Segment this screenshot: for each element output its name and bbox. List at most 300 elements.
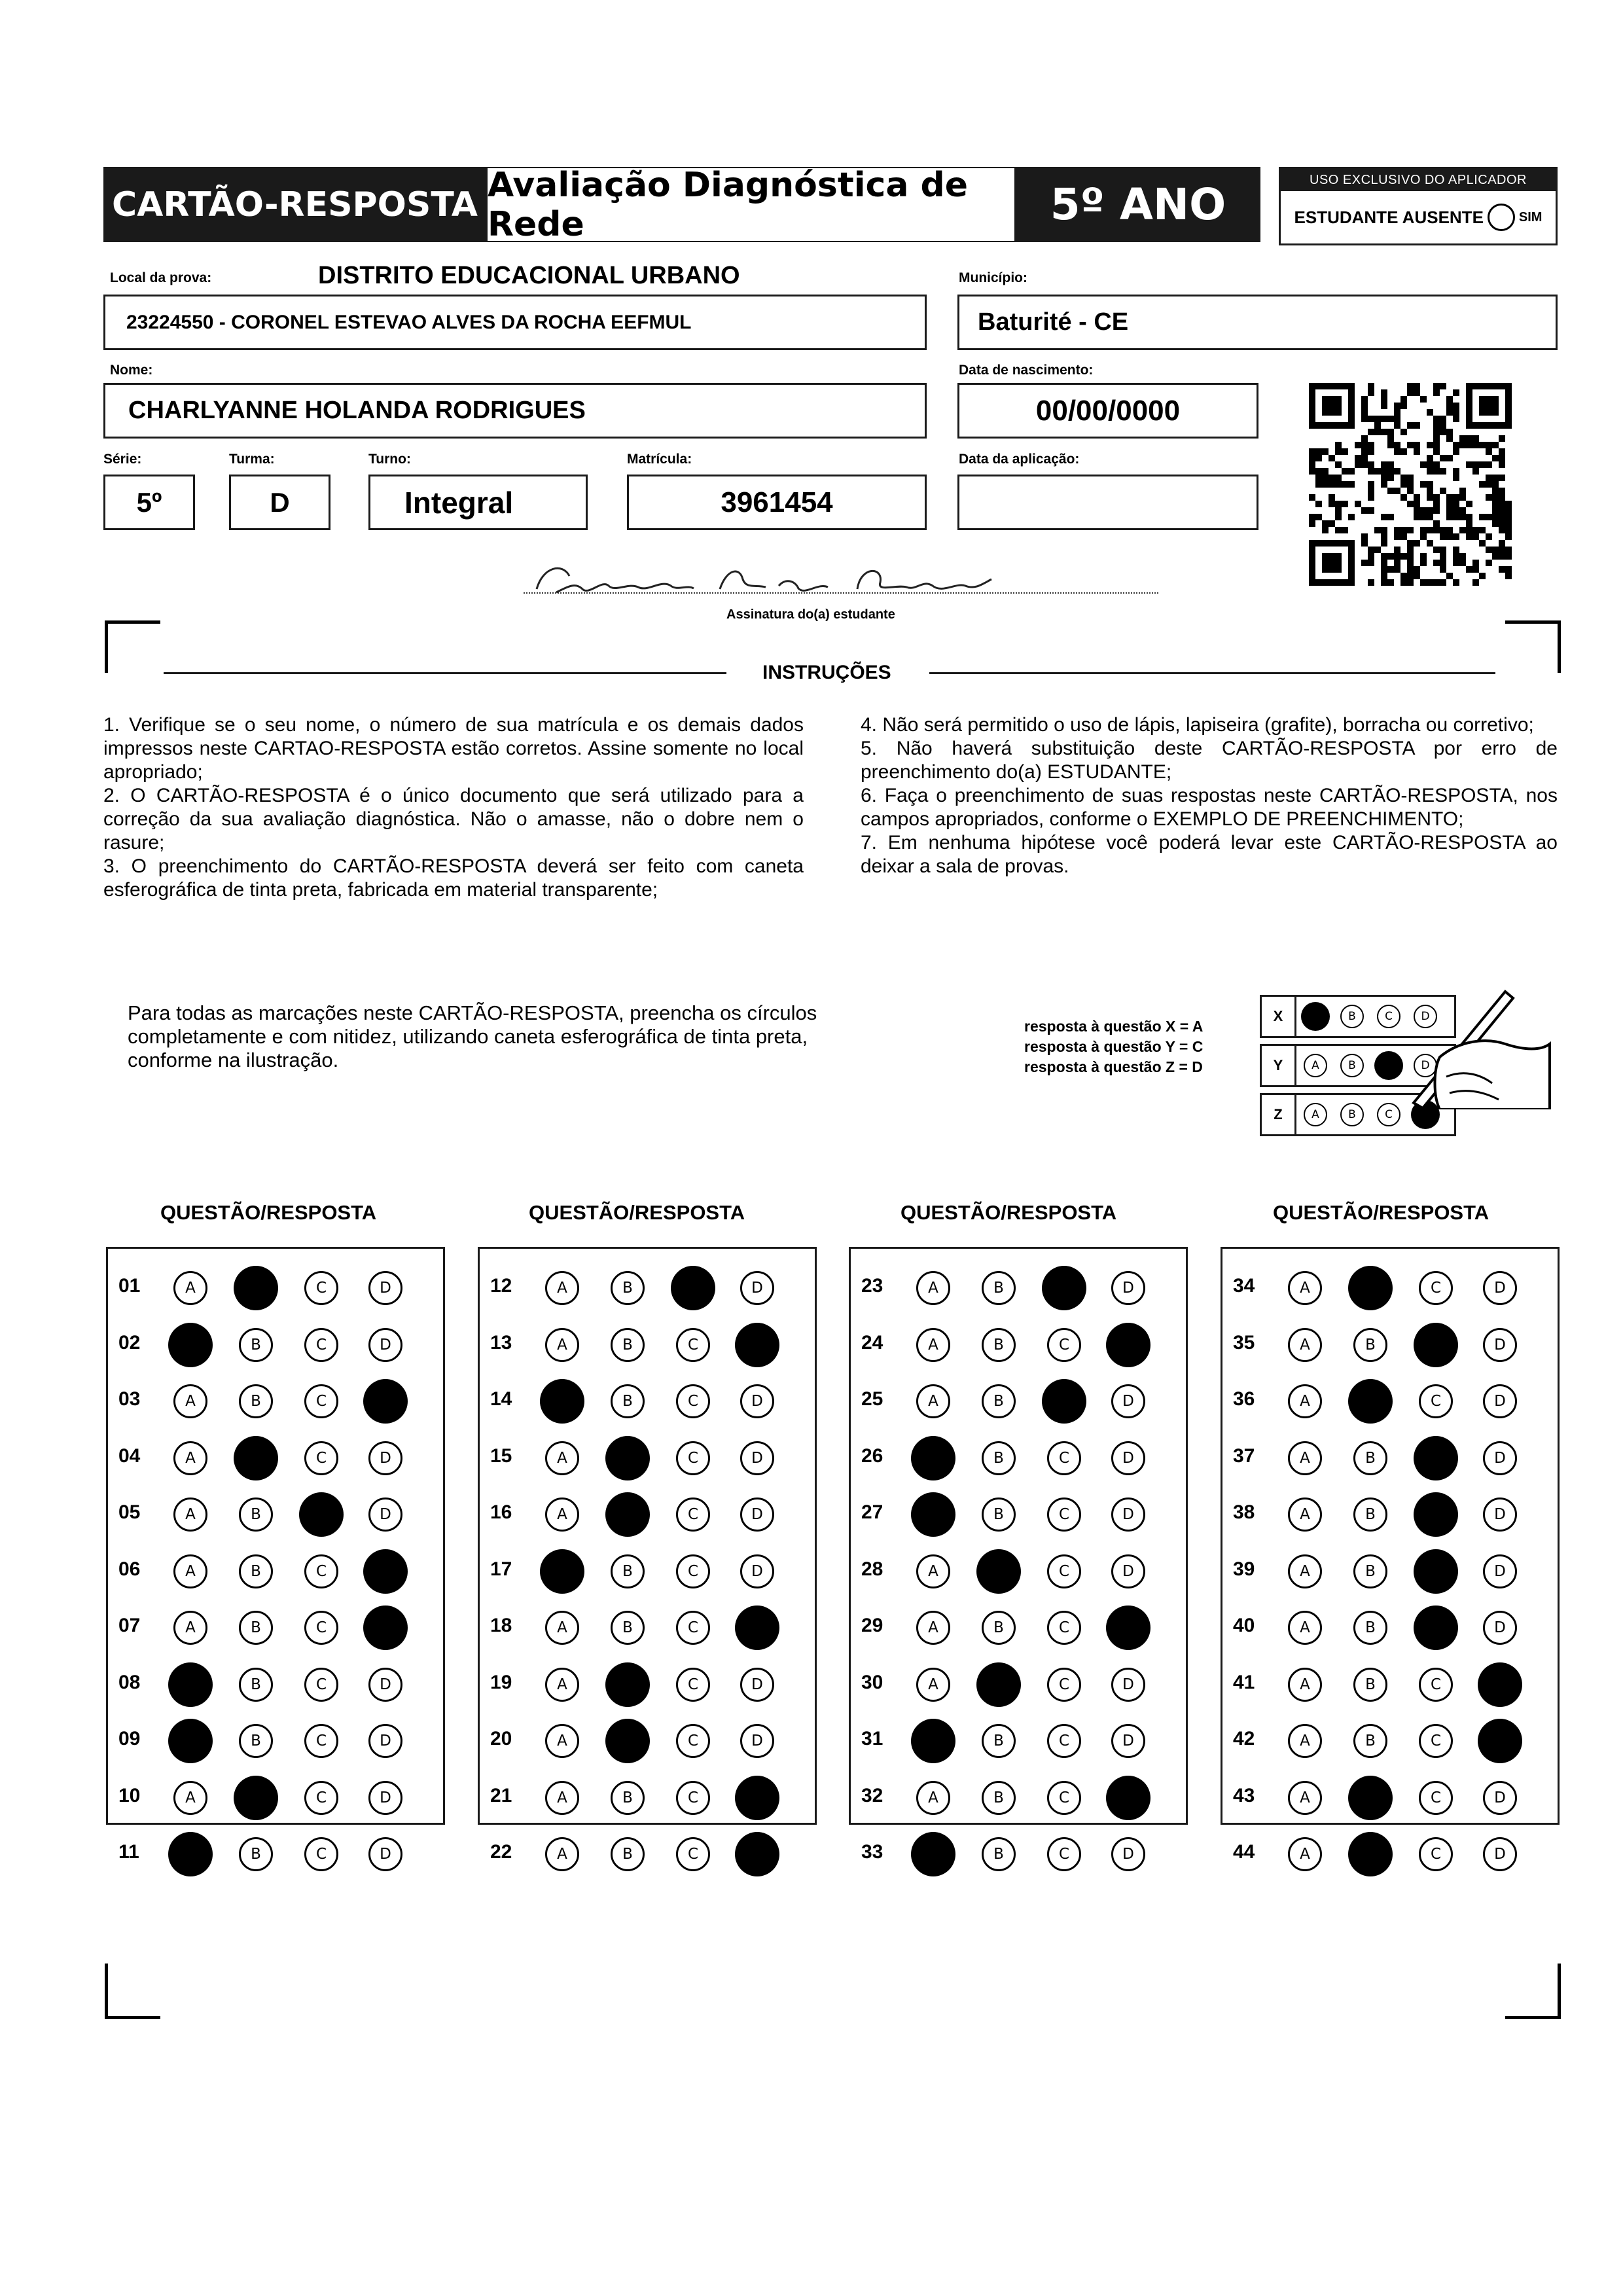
question-row-14 (480, 1376, 815, 1422)
question-row-29 (851, 1603, 1186, 1649)
answer-bubble-d[interactable]: D (368, 1498, 402, 1532)
instruction-1: 1. Verifique se o seu nome, o número de sua matrícula e os demais dados impressos neste CARTAO-RESPOSTA estão corretos. Assine somente no local apropriado; (103, 714, 804, 783)
answer-bubble-d[interactable]: D (1111, 1384, 1145, 1418)
pen-hand-icon (1400, 978, 1551, 1109)
answer-bubble-a-filled[interactable] (168, 1719, 213, 1763)
answer-bubble-d[interactable]: D (740, 1498, 774, 1532)
answer-bubble-c[interactable]: C (304, 1554, 338, 1588)
instructions-left (103, 713, 804, 902)
turno-label: Turno: (368, 452, 411, 467)
answer-bubble-a[interactable]: A (173, 1498, 207, 1532)
corner-mark-bottom-right (1505, 1964, 1561, 2019)
answer-bubble-b[interactable]: B (982, 1724, 1016, 1758)
question-number: 31 (861, 1728, 883, 1749)
answer-bubble-d[interactable]: D (1483, 1441, 1517, 1475)
question-number: 28 (861, 1558, 883, 1580)
answer-bubble-d-filled[interactable] (735, 1605, 779, 1650)
aplicacao-label: Data da aplicação: (959, 452, 1080, 467)
answer-bubble-c[interactable]: C (676, 1837, 710, 1871)
answer-bubble-a[interactable]: A (545, 1498, 579, 1532)
answer-bubble-d-filled[interactable] (363, 1379, 408, 1424)
answer-bubble-a[interactable]: A (1288, 1781, 1322, 1815)
absent-label: ESTUDANTE AUSENTE (1294, 207, 1484, 227)
instruction-7: 7. Em nenhuma hipótese você poderá levar este CARTÃO-RESPOSTA ao deixar a sala de provas. (861, 832, 1558, 877)
question-row-44 (1222, 1829, 1558, 1875)
turno-value: Integral (404, 485, 514, 520)
answer-bubble-b-filled[interactable] (1348, 1266, 1393, 1310)
answer-bubble-b[interactable]: B (239, 1724, 273, 1758)
question-row-15 (480, 1433, 815, 1479)
answer-bubble-b[interactable]: B (1353, 1611, 1387, 1645)
answer-bubble-a[interactable]: A (916, 1384, 950, 1418)
question-row-09 (108, 1716, 443, 1762)
card-label: CARTÃO-RESPOSTA (103, 167, 486, 242)
answer-bubble-d[interactable]: D (1111, 1271, 1145, 1305)
answer-bubble-d[interactable]: D (368, 1328, 402, 1362)
answer-bubble-b[interactable]: B (611, 1384, 645, 1418)
answer-bubble-c[interactable]: C (1047, 1724, 1081, 1758)
answer-bubble-b[interactable]: B (1353, 1668, 1387, 1702)
answer-bubble-c[interactable]: C (676, 1554, 710, 1588)
turma-field (229, 475, 330, 530)
answer-bubble-c[interactable]: C (1047, 1441, 1081, 1475)
answer-bubble-b[interactable]: B (239, 1554, 273, 1588)
question-row-21 (480, 1773, 815, 1819)
answer-bubble-b[interactable]: B (611, 1271, 645, 1305)
answer-bubble-c[interactable]: C (304, 1384, 338, 1418)
answer-bubble-a[interactable]: A (916, 1328, 950, 1362)
question-row-12 (480, 1263, 815, 1309)
instructions-right (861, 713, 1558, 878)
question-number: 37 (1233, 1444, 1255, 1467)
answer-column-3 (849, 1247, 1188, 1863)
answers-title-1: QUESTÃO/RESPOSTA (160, 1201, 377, 1224)
question-row-04 (108, 1433, 443, 1479)
answer-bubble-a[interactable]: A (545, 1724, 579, 1758)
answer-bubble-d-filled[interactable] (363, 1605, 408, 1650)
corner-mark-bottom-left (105, 1964, 160, 2019)
answer-bubble-d[interactable]: D (1111, 1668, 1145, 1702)
answer-bubble-d-filled[interactable] (1478, 1719, 1522, 1763)
question-number: 26 (861, 1444, 883, 1467)
answer-bubble-c[interactable]: C (1047, 1328, 1081, 1362)
answer-bubble-c[interactable]: C (676, 1724, 710, 1758)
instructions-rule-left (164, 672, 726, 674)
example-bubble-c: C (1377, 1005, 1400, 1028)
instructions-title: INSTRUÇÕES (762, 662, 891, 683)
example-bubble-d: D (1414, 1054, 1437, 1077)
question-row-40 (1222, 1603, 1558, 1649)
question-number: 11 (118, 1841, 139, 1863)
answer-bubble-b[interactable]: B (239, 1837, 273, 1871)
answer-bubble-c[interactable]: C (676, 1328, 710, 1362)
answer-bubble-c[interactable]: C (1047, 1498, 1081, 1532)
answer-bubble-d[interactable]: D (1111, 1441, 1145, 1475)
example-label-z: resposta à questão Z = D (1024, 1058, 1203, 1075)
answer-bubble-b[interactable]: B (982, 1611, 1016, 1645)
answer-bubble-b[interactable]: B (982, 1837, 1016, 1871)
answer-bubble-d[interactable]: D (368, 1668, 402, 1702)
example-bubble-d: D (1414, 1005, 1437, 1028)
municipio-label: Município: (959, 270, 1027, 285)
question-row-32 (851, 1773, 1186, 1819)
answers-title-3: QUESTÃO/RESPOSTA (901, 1201, 1117, 1224)
answer-bubble-a[interactable]: A (173, 1384, 207, 1418)
question-number: 05 (118, 1501, 141, 1523)
answer-bubble-d[interactable]: D (368, 1837, 402, 1871)
answer-bubble-a[interactable]: A (916, 1611, 950, 1645)
answer-bubble-a-filled[interactable] (911, 1832, 955, 1876)
answer-bubble-d[interactable]: D (740, 1441, 774, 1475)
answer-bubble-d[interactable]: D (1111, 1554, 1145, 1588)
answer-bubble-a-filled[interactable] (540, 1379, 584, 1424)
answer-bubble-d[interactable]: D (740, 1668, 774, 1702)
absent-checkbox[interactable] (1488, 204, 1515, 231)
question-row-42 (1222, 1716, 1558, 1762)
answer-bubble-a-filled[interactable] (168, 1832, 213, 1876)
question-number: 02 (118, 1331, 141, 1354)
question-row-10 (108, 1773, 443, 1819)
question-number: 35 (1233, 1331, 1255, 1354)
question-row-36 (1222, 1376, 1558, 1422)
question-number: 30 (861, 1671, 883, 1693)
answer-bubble-b-filled[interactable] (1348, 1379, 1393, 1424)
instruction-3: 3. O preenchimento do CARTÃO-RESPOSTA deverá ser feito com caneta esferográfica de tinta preta, fabricada em material transparente; (103, 855, 804, 901)
answer-bubble-b[interactable]: B (611, 1837, 645, 1871)
answer-bubble-d-filled[interactable] (1106, 1776, 1150, 1820)
answer-bubble-a[interactable]: A (1288, 1271, 1322, 1305)
municipio-field (957, 295, 1558, 350)
instruction-4: 4. Não será permitido o uso de lápis, lapiseira (grafite), borracha ou corretivo; (861, 714, 1534, 736)
answer-bubble-c[interactable]: C (304, 1837, 338, 1871)
question-number: 14 (490, 1388, 512, 1410)
question-number: 03 (118, 1388, 141, 1410)
answer-bubble-a[interactable]: A (1288, 1328, 1322, 1362)
example-letter: Y (1262, 1046, 1296, 1085)
answer-bubble-c[interactable]: C (1419, 1837, 1453, 1871)
answer-bubble-a[interactable]: A (916, 1271, 950, 1305)
answer-bubble-b[interactable]: B (982, 1441, 1016, 1475)
answer-bubble-b[interactable]: B (982, 1328, 1016, 1362)
nascimento-label: Data de nascimento: (959, 363, 1094, 378)
answer-bubble-c[interactable]: C (676, 1441, 710, 1475)
answer-bubble-c-filled[interactable] (1414, 1549, 1458, 1594)
answer-bubble-b[interactable]: B (1353, 1498, 1387, 1532)
answer-bubble-b-filled[interactable] (605, 1436, 650, 1480)
question-row-02 (108, 1320, 443, 1366)
example-bubble-a: A (1304, 1103, 1327, 1126)
answer-bubble-b[interactable]: B (1353, 1328, 1387, 1362)
answer-bubble-b-filled[interactable] (234, 1436, 278, 1480)
answer-bubble-b-filled[interactable] (1348, 1776, 1393, 1820)
question-row-08 (108, 1660, 443, 1706)
answer-bubble-c[interactable]: C (1419, 1271, 1453, 1305)
answer-bubble-c[interactable]: C (1047, 1611, 1081, 1645)
answer-bubble-c[interactable]: C (676, 1611, 710, 1645)
answer-bubble-c[interactable]: C (676, 1668, 710, 1702)
question-number: 33 (861, 1841, 883, 1863)
answer-bubble-a[interactable]: A (545, 1328, 579, 1362)
answer-column-2 (478, 1247, 817, 1863)
municipio-value: Baturité - CE (978, 308, 1129, 336)
answer-bubble-a[interactable]: A (545, 1271, 579, 1305)
local-value: DISTRITO EDUCACIONAL URBANO (318, 262, 740, 289)
answer-bubble-c-filled[interactable] (1414, 1323, 1458, 1367)
answer-bubble-d[interactable]: D (368, 1441, 402, 1475)
example-labels (1024, 1016, 1203, 1077)
nome-label: Nome: (110, 363, 153, 378)
answer-column-1 (106, 1247, 445, 1863)
answer-bubble-c[interactable]: C (304, 1611, 338, 1645)
turma-value: D (270, 486, 290, 518)
answer-bubble-c[interactable]: C (676, 1498, 710, 1532)
example-label-x: resposta à questão X = A (1024, 1018, 1204, 1035)
answer-bubble-c-filled[interactable] (1414, 1436, 1458, 1480)
question-number: 44 (1233, 1841, 1255, 1863)
applicator-title: USO EXCLUSIVO DO APLICADOR (1281, 169, 1556, 191)
answer-bubble-b[interactable]: B (611, 1781, 645, 1815)
answer-bubble-c-filled[interactable] (1042, 1379, 1086, 1424)
answer-bubble-b-filled[interactable] (976, 1549, 1021, 1594)
answer-bubble-a[interactable]: A (545, 1781, 579, 1815)
answer-bubble-c[interactable]: C (1419, 1781, 1453, 1815)
question-number: 34 (1233, 1275, 1255, 1297)
answer-bubble-b[interactable]: B (1353, 1554, 1387, 1588)
answer-bubble-a[interactable]: A (1288, 1668, 1322, 1702)
example-bubble-b: B (1340, 1103, 1364, 1126)
answer-bubble-a[interactable]: A (916, 1554, 950, 1588)
question-number: 09 (118, 1728, 141, 1749)
question-row-31 (851, 1716, 1186, 1762)
answer-bubble-a[interactable]: A (1288, 1441, 1322, 1475)
answer-bubble-d-filled[interactable] (1106, 1605, 1150, 1650)
answer-bubble-d[interactable]: D (368, 1781, 402, 1815)
answer-bubble-d[interactable]: D (1483, 1328, 1517, 1362)
question-number: 40 (1233, 1615, 1255, 1636)
answer-bubble-c[interactable]: C (1419, 1668, 1453, 1702)
answer-bubble-d[interactable]: D (1111, 1498, 1145, 1532)
answer-bubble-c[interactable]: C (304, 1328, 338, 1362)
answer-bubble-a[interactable]: A (916, 1781, 950, 1815)
answer-bubble-d[interactable]: D (1483, 1554, 1517, 1588)
question-row-33 (851, 1829, 1186, 1875)
answer-bubble-c-filled[interactable] (671, 1266, 715, 1310)
answer-bubble-a[interactable]: A (1288, 1498, 1322, 1532)
answer-bubble-b-filled[interactable] (234, 1266, 278, 1310)
question-row-35 (1222, 1320, 1558, 1366)
answer-bubble-b-filled[interactable] (605, 1492, 650, 1537)
aplicacao-field (957, 475, 1258, 530)
answer-bubble-b[interactable]: B (611, 1328, 645, 1362)
answer-bubble-c[interactable]: C (304, 1724, 338, 1758)
answer-bubble-d[interactable]: D (1483, 1781, 1517, 1815)
answer-bubble-a[interactable]: A (1288, 1837, 1322, 1871)
answer-bubble-c[interactable]: C (1419, 1724, 1453, 1758)
question-row-39 (1222, 1547, 1558, 1592)
answer-bubble-d[interactable]: D (740, 1554, 774, 1588)
question-row-34 (1222, 1263, 1558, 1309)
question-number: 25 (861, 1388, 883, 1410)
question-number: 15 (490, 1444, 512, 1467)
answer-bubble-d[interactable]: D (740, 1724, 774, 1758)
answer-bubble-c-filled[interactable] (299, 1492, 344, 1537)
example-letter: Z (1262, 1095, 1296, 1134)
question-row-27 (851, 1490, 1186, 1535)
question-number: 12 (490, 1275, 512, 1297)
answer-bubble-a-filled[interactable] (168, 1662, 213, 1707)
answer-bubble-c-filled[interactable] (1414, 1605, 1458, 1650)
answer-bubble-a[interactable]: A (1288, 1724, 1322, 1758)
answer-bubble-a[interactable]: A (545, 1837, 579, 1871)
answer-bubble-b[interactable]: B (611, 1554, 645, 1588)
answer-bubble-d[interactable]: D (368, 1271, 402, 1305)
question-row-28 (851, 1547, 1186, 1592)
question-row-22 (480, 1829, 815, 1875)
answer-bubble-a-filled[interactable] (911, 1492, 955, 1537)
question-row-03 (108, 1376, 443, 1422)
answer-bubble-a[interactable]: A (173, 1441, 207, 1475)
instruction-5: 5. Não haverá substituição deste CARTÃO-RESPOSTA por erro de preenchimento do(a) ESTUDANTE; (861, 738, 1558, 783)
question-number: 04 (118, 1444, 141, 1467)
answer-bubble-a-filled[interactable] (168, 1323, 213, 1367)
example-bubble-a-filled (1301, 1002, 1330, 1031)
answer-bubble-c[interactable]: C (1047, 1837, 1081, 1871)
question-row-23 (851, 1263, 1186, 1309)
nome-field (103, 383, 927, 439)
question-row-19 (480, 1660, 815, 1706)
answer-bubble-b-filled[interactable] (605, 1662, 650, 1707)
question-row-06 (108, 1547, 443, 1592)
corner-mark-top-right (1505, 620, 1561, 673)
answer-bubble-b[interactable]: B (239, 1611, 273, 1645)
answer-bubble-b[interactable]: B (239, 1498, 273, 1532)
answer-bubble-a-filled[interactable] (911, 1719, 955, 1763)
answer-bubble-c[interactable]: C (676, 1384, 710, 1418)
question-number: 08 (118, 1671, 141, 1693)
answer-bubble-d[interactable]: D (1483, 1384, 1517, 1418)
answer-bubble-d[interactable]: D (740, 1271, 774, 1305)
question-row-05 (108, 1490, 443, 1535)
answer-bubble-c[interactable]: C (304, 1441, 338, 1475)
answer-bubble-b[interactable]: B (239, 1384, 273, 1418)
answer-bubble-b[interactable]: B (1353, 1441, 1387, 1475)
serie-value: 5º (136, 486, 162, 518)
answer-bubble-a[interactable]: A (173, 1781, 207, 1815)
answer-bubble-a-filled[interactable] (540, 1549, 584, 1594)
question-number: 22 (490, 1841, 512, 1863)
answer-bubble-c[interactable]: C (1047, 1668, 1081, 1702)
answer-bubble-d-filled[interactable] (1478, 1662, 1522, 1707)
matricula-label: Matrícula: (627, 452, 692, 467)
answer-bubble-b-filled[interactable] (234, 1776, 278, 1820)
question-row-16 (480, 1490, 815, 1535)
answer-bubble-a[interactable]: A (545, 1668, 579, 1702)
answer-bubble-a[interactable]: A (173, 1271, 207, 1305)
answer-bubble-a-filled[interactable] (911, 1436, 955, 1480)
answer-bubble-d[interactable]: D (1483, 1271, 1517, 1305)
matricula-field (627, 475, 927, 530)
question-row-18 (480, 1603, 815, 1649)
nascimento-field (957, 383, 1258, 439)
question-number: 01 (118, 1275, 141, 1297)
answer-bubble-b[interactable]: B (982, 1384, 1016, 1418)
answer-bubble-c[interactable]: C (1047, 1554, 1081, 1588)
answer-bubble-c[interactable]: C (304, 1781, 338, 1815)
question-number: 13 (490, 1331, 512, 1354)
question-row-20 (480, 1716, 815, 1762)
question-row-37 (1222, 1433, 1558, 1479)
answer-bubble-d-filled[interactable] (735, 1832, 779, 1876)
answer-bubble-a[interactable]: A (545, 1441, 579, 1475)
serie-field (103, 475, 195, 530)
example-letter: X (1262, 997, 1296, 1036)
answer-bubble-b[interactable]: B (239, 1668, 273, 1702)
school-value: 23224550 - CORONEL ESTEVAO ALVES DA ROCHA EEFMUL (126, 311, 692, 333)
answer-bubble-b[interactable]: B (611, 1611, 645, 1645)
answer-bubble-d[interactable]: D (1111, 1724, 1145, 1758)
applicator-box (1279, 167, 1558, 245)
answer-bubble-d-filled[interactable] (735, 1776, 779, 1820)
question-row-17 (480, 1547, 815, 1592)
answer-bubble-b[interactable]: B (239, 1328, 273, 1362)
question-number: 42 (1233, 1728, 1255, 1749)
question-number: 32 (861, 1784, 883, 1806)
answer-bubble-a[interactable]: A (1288, 1554, 1322, 1588)
answer-bubble-d[interactable]: D (1483, 1611, 1517, 1645)
question-number: 17 (490, 1558, 512, 1580)
question-row-24 (851, 1320, 1186, 1366)
answer-bubble-c[interactable]: C (1419, 1384, 1453, 1418)
answer-bubble-b[interactable]: B (982, 1781, 1016, 1815)
header-banner (103, 167, 1260, 242)
answer-bubble-a[interactable]: A (173, 1611, 207, 1645)
answer-bubble-b-filled[interactable] (1348, 1832, 1393, 1876)
question-row-26 (851, 1433, 1186, 1479)
question-row-13 (480, 1320, 815, 1366)
answer-bubble-d[interactable]: D (368, 1724, 402, 1758)
answer-bubble-c[interactable]: C (304, 1271, 338, 1305)
answer-bubble-d[interactable]: D (1483, 1498, 1517, 1532)
answer-bubble-c-filled[interactable] (1042, 1266, 1086, 1310)
question-number: 36 (1233, 1388, 1255, 1410)
instructions-rule-right (929, 672, 1495, 674)
answer-bubble-d-filled[interactable] (735, 1323, 779, 1367)
answer-bubble-b[interactable]: B (982, 1498, 1016, 1532)
answer-bubble-d[interactable]: D (1483, 1837, 1517, 1871)
example-bubble-b: B (1340, 1005, 1364, 1028)
question-row-07 (108, 1603, 443, 1649)
answer-bubble-d[interactable]: D (740, 1384, 774, 1418)
answer-bubble-b-filled[interactable] (605, 1719, 650, 1763)
answer-bubble-a[interactable]: A (916, 1668, 950, 1702)
answer-bubble-a[interactable]: A (173, 1554, 207, 1588)
answer-bubble-a[interactable]: A (1288, 1611, 1322, 1645)
question-number: 10 (118, 1784, 141, 1806)
answer-bubble-b[interactable]: B (1353, 1724, 1387, 1758)
signature-line (524, 592, 1158, 594)
answer-bubble-d[interactable]: D (1111, 1837, 1145, 1871)
answer-bubble-c-filled[interactable] (1414, 1492, 1458, 1537)
answer-bubble-d-filled[interactable] (363, 1549, 408, 1594)
answer-bubble-d-filled[interactable] (1106, 1323, 1150, 1367)
answer-bubble-c[interactable]: C (304, 1668, 338, 1702)
answer-bubble-b-filled[interactable] (976, 1662, 1021, 1707)
answer-bubble-b[interactable]: B (982, 1271, 1016, 1305)
answer-bubble-c[interactable]: C (676, 1781, 710, 1815)
answer-bubble-a[interactable]: A (1288, 1384, 1322, 1418)
answer-bubble-c[interactable]: C (1047, 1781, 1081, 1815)
answer-bubble-a[interactable]: A (545, 1611, 579, 1645)
